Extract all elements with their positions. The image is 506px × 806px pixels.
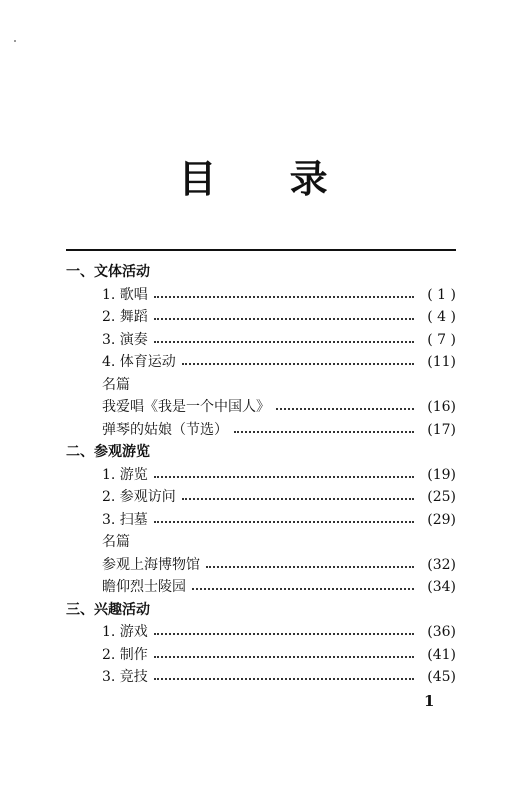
toc-subheading: 名篇 bbox=[102, 534, 130, 550]
toc-section-heading[interactable]: 二、参观游览 bbox=[66, 444, 150, 460]
dot-leader bbox=[154, 318, 414, 320]
dot-leader bbox=[182, 363, 414, 365]
dot-leader bbox=[154, 521, 414, 523]
page-number: (32) bbox=[427, 556, 456, 573]
scan-speck bbox=[14, 40, 16, 42]
toc-section-heading[interactable]: 三、兴趣活动 bbox=[66, 601, 150, 618]
page-number: ( 7 ) bbox=[427, 331, 456, 348]
page-number: (36) bbox=[427, 624, 456, 640]
toc-entry[interactable]: 瞻仰烈士陵园 (34) bbox=[66, 576, 456, 599]
page-number: (45) bbox=[427, 669, 456, 685]
dot-leader bbox=[154, 476, 414, 478]
page-folio: 1 bbox=[424, 692, 435, 710]
title-rule bbox=[66, 249, 456, 251]
toc-entry[interactable]: 4. 体育运动 (11) bbox=[66, 351, 456, 374]
page-number: (11) bbox=[427, 354, 456, 370]
dot-leader bbox=[154, 633, 414, 635]
page-number: (29) bbox=[427, 511, 456, 528]
toc-section-heading[interactable]: 一、文体活动 bbox=[66, 264, 150, 280]
page-number: (17) bbox=[427, 421, 456, 438]
toc-entry[interactable]: 参观上海博物馆 (32) bbox=[66, 554, 456, 577]
dot-leader bbox=[154, 341, 414, 343]
page-number: (25) bbox=[427, 489, 456, 505]
page-number: (19) bbox=[427, 466, 456, 483]
dot-leader bbox=[154, 656, 414, 658]
toc-entry[interactable]: 弹琴的姑娘（节选） (17) bbox=[66, 419, 456, 442]
page-number: ( 1 ) bbox=[427, 286, 456, 303]
toc-entry[interactable]: 2. 舞蹈 ( 4 ) bbox=[66, 306, 456, 329]
toc-entry[interactable]: 3. 扫墓 (29) bbox=[66, 509, 456, 532]
toc-entry[interactable]: 2. 参观访问 (25) bbox=[66, 486, 456, 509]
toc-entry[interactable]: 1. 歌唱 ( 1 ) bbox=[66, 284, 456, 307]
toc-subheading: 名篇 bbox=[102, 376, 130, 393]
table-of-contents bbox=[66, 261, 456, 689]
page-number: ( 4 ) bbox=[427, 309, 456, 325]
page-number: (41) bbox=[427, 646, 456, 663]
toc-entry[interactable]: 2. 制作 (41) bbox=[66, 644, 456, 667]
dot-leader bbox=[154, 678, 414, 680]
toc-entry[interactable]: 1. 游戏 (36) bbox=[66, 621, 456, 644]
dot-leader bbox=[234, 431, 414, 433]
dot-leader bbox=[182, 498, 414, 500]
page-title: 目 录 bbox=[178, 156, 358, 201]
dot-leader bbox=[276, 408, 414, 410]
toc-entry[interactable]: 我爱唱《我是一个中国人》 (16) bbox=[66, 396, 456, 419]
page-number: (34) bbox=[427, 579, 456, 595]
dot-leader bbox=[154, 296, 414, 298]
toc-entry[interactable]: 1. 游览 (19) bbox=[66, 464, 456, 487]
toc-entry[interactable]: 3. 演奏 ( 7 ) bbox=[66, 329, 456, 352]
dot-leader bbox=[192, 588, 414, 590]
page-number: (16) bbox=[427, 399, 456, 415]
toc-entry[interactable]: 3. 竞技 (45) bbox=[66, 666, 456, 689]
dot-leader bbox=[206, 566, 414, 568]
